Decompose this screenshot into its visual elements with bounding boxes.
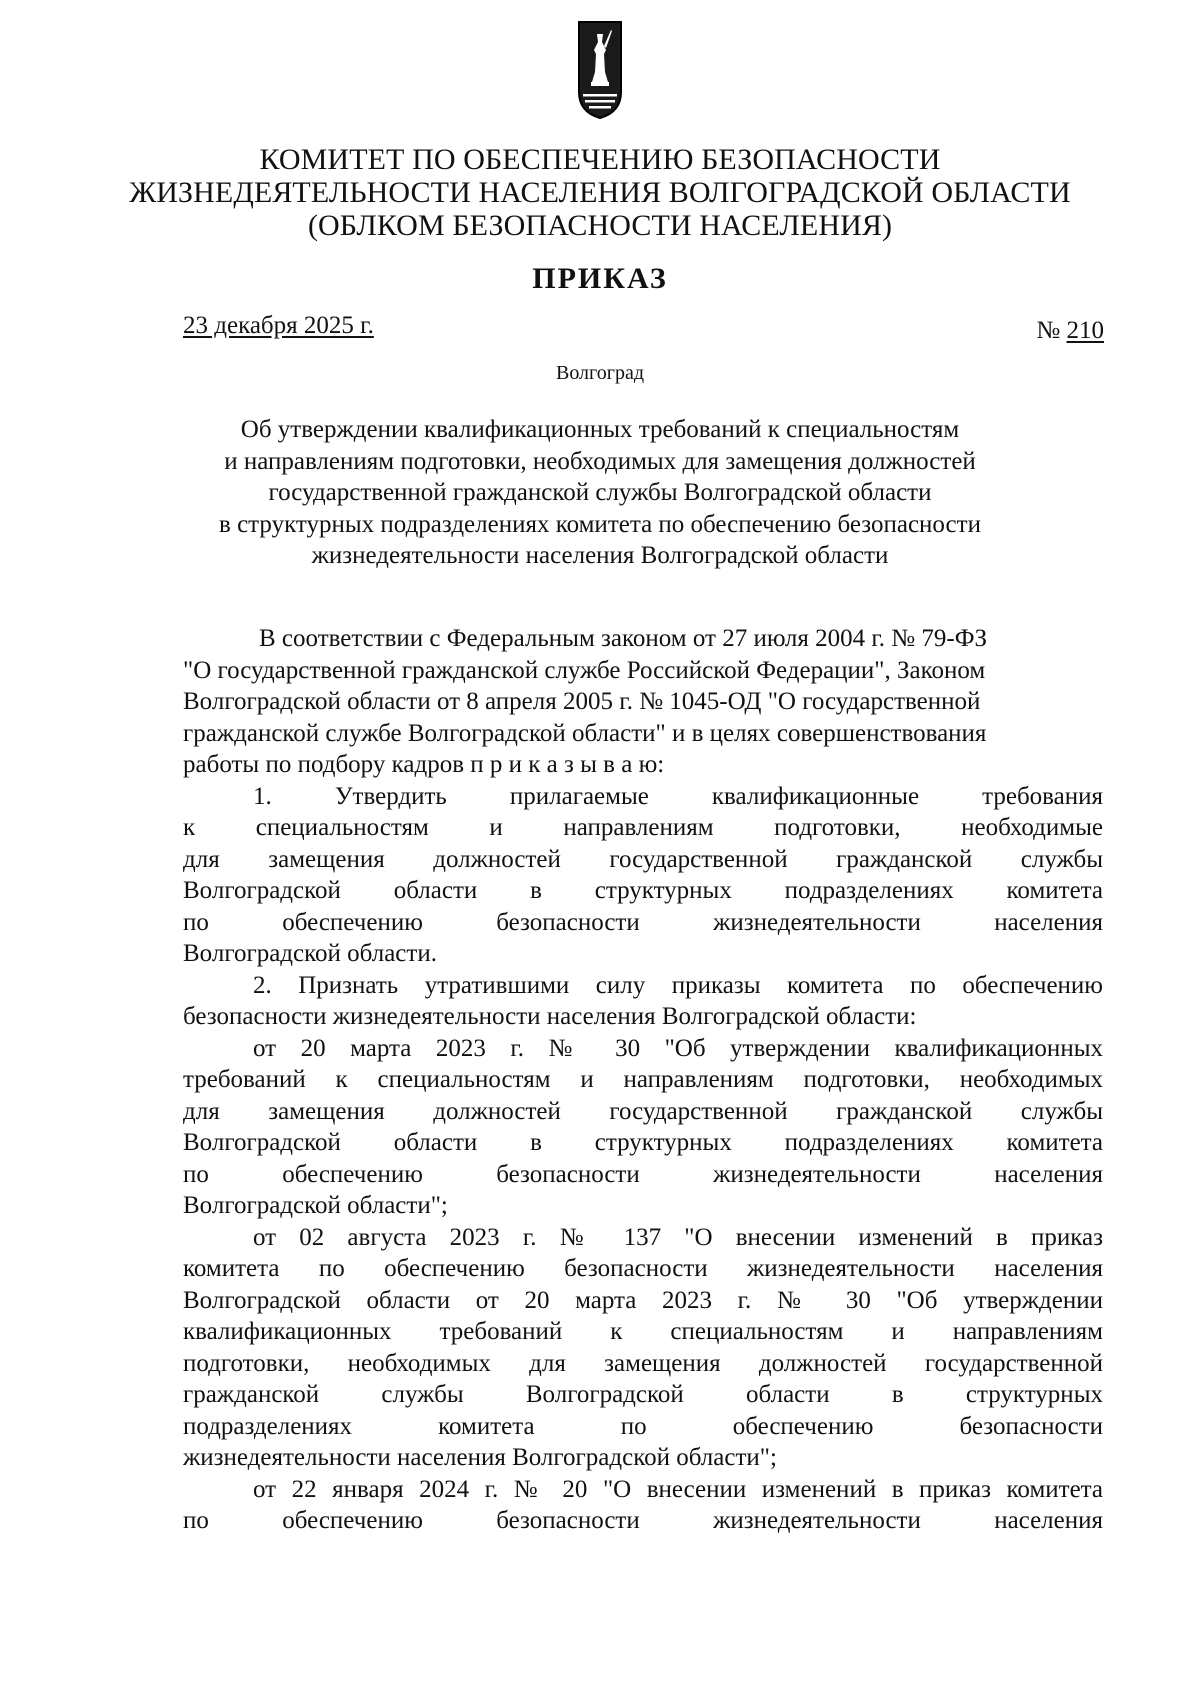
- number-label: №: [1036, 317, 1061, 344]
- body-line: 2. Признать утратившими силу приказы комитета по обеспечению: [253, 971, 1103, 999]
- body-line: квалификационных требований к специальностям и направлениям: [183, 1318, 1103, 1345]
- org-line: (ОБЛКОМ БЕЗОПАСНОСТИ НАСЕЛЕНИЯ): [307, 209, 893, 242]
- body-line: комитета по обеспечению безопасности жизнедеятельности населения: [183, 1255, 1103, 1282]
- organization-name: [0, 143, 1200, 242]
- body-line: Волгоградской области от 20 марта 2023 г. № 30 "Об утверждении: [183, 1286, 1103, 1314]
- body-line: Волгоградской области от 8 апреля 2005 г. № 1045-ОД "О государственной: [183, 688, 981, 715]
- body-line: Волгоградской области в структурных подразделениях комитета: [183, 877, 1103, 904]
- subject-line: государственной гражданской службы Волгоградской области: [268, 479, 932, 506]
- document-body: [183, 623, 1103, 1537]
- body-line: для замещения должностей государственной гражданской службы: [183, 1097, 1103, 1125]
- body-line: Волгоградской области";: [183, 1192, 448, 1219]
- subject-line: и направлениям подготовки, необходимых для замещения должностей: [224, 447, 976, 475]
- body-line: работы по подбору кадров п р и к а з ы в а ю:: [183, 751, 665, 778]
- document-number: [1036, 317, 1104, 345]
- body-line: Волгоградской области в структурных подразделениях комитета: [183, 1129, 1103, 1156]
- subject-line: жизнедеятельности населения Волгоградской области: [311, 542, 889, 569]
- document-subject: [150, 414, 1050, 572]
- body-line: Волгоградской области.: [183, 940, 437, 967]
- subject-line: в структурных подразделениях комитета по обеспечению безопасности: [219, 510, 981, 538]
- document-type: ПРИКАЗ: [532, 262, 668, 295]
- body-line: от 02 августа 2023 г. № 137 "О внесении изменений в приказ: [253, 1223, 1103, 1251]
- body-line: жизнедеятельности населения Волгоградской области";: [183, 1444, 777, 1471]
- document-date: 23 декабря 2025 г.: [183, 312, 374, 339]
- body-line: по обеспечению безопасности жизнедеятельности населения: [183, 1507, 1103, 1534]
- body-line: гражданской службы Волгоградской области в структурных: [183, 1381, 1103, 1408]
- org-line: КОМИТЕТ ПО ОБЕСПЕЧЕНИЮ БЕЗОПАСНОСТИ: [259, 143, 941, 176]
- org-line: ЖИЗНЕДЕЯТЕЛЬНОСТИ НАСЕЛЕНИЯ ВОЛГОГРАДСКОЙ ОБЛАСТИ: [129, 176, 1071, 209]
- city: Волгоград: [555, 362, 645, 384]
- body-line: по обеспечению безопасности жизнедеятельности населения: [183, 908, 1103, 936]
- body-line: от 22 января 2024 г. № 20 "О внесении изменений в приказ комитета: [253, 1475, 1103, 1503]
- body-line: гражданской службе Волгоградской области" и в целях совершенствования: [183, 719, 987, 747]
- body-line: подготовки, необходимых для замещения должностей государственной: [183, 1349, 1103, 1377]
- number-value: 210: [1066, 317, 1104, 344]
- body-line: по обеспечению безопасности жизнедеятельности населения: [183, 1160, 1103, 1188]
- body-line: от 20 марта 2023 г. № 30 "Об утверждении квалификационных: [253, 1034, 1103, 1062]
- body-line: В соответствии с Федеральным законом от 27 июля 2004 г. № 79-ФЗ: [259, 625, 988, 652]
- coat-of-arms-emblem: [577, 20, 623, 120]
- subject-line: Об утверждении квалификационных требований к специальностям: [240, 416, 960, 443]
- body-line: для замещения должностей государственной гражданской службы: [183, 845, 1103, 873]
- body-line: подразделениях комитета по обеспечению безопасности: [183, 1412, 1103, 1440]
- body-line: "О государственной гражданской службе Российской Федерации", Законом: [183, 656, 986, 684]
- coat-of-arms-icon: [577, 20, 623, 120]
- body-line: требований к специальностям и направлениям подготовки, необходимых: [183, 1066, 1103, 1093]
- body-line: 1. Утвердить прилагаемые квалификационные требования: [253, 782, 1103, 810]
- body-line: безопасности жизнедеятельности населения Волгоградской области:: [183, 1003, 917, 1030]
- body-line: к специальностям и направлениям подготовки, необходимые: [183, 814, 1103, 841]
